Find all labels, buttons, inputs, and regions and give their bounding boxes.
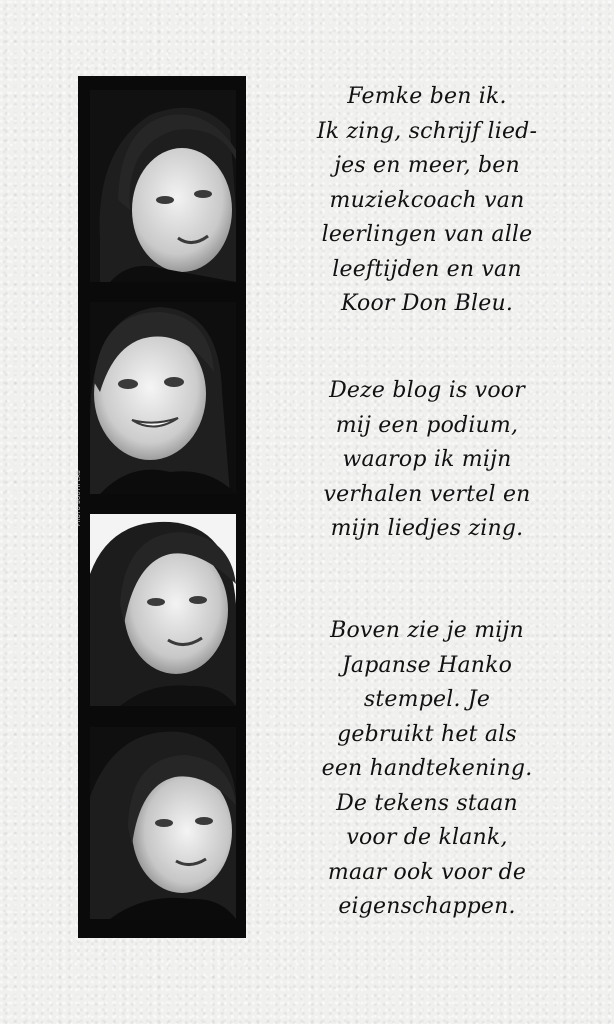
intro-paragraph: [292, 80, 562, 322]
portrait-photo-2: [90, 302, 236, 494]
text-line: gebruikt het als: [337, 721, 517, 747]
text-line: een handtekening.: [321, 756, 533, 781]
text-line: leerlingen van alle: [321, 222, 533, 247]
text-line: maar ook voor de: [327, 859, 527, 885]
portrait-photo-4: [90, 727, 236, 919]
portrait-photo-1: [90, 90, 236, 282]
text-line: stempel. Je: [363, 687, 491, 712]
hanko-paragraph: [292, 614, 562, 925]
text-line: Femke ben ik.: [347, 84, 507, 109]
text-line: leeftijden en van: [332, 256, 522, 282]
text-line: Ik zing, schrijf lied-: [316, 118, 538, 144]
text-line: Deze blog is voor: [329, 378, 525, 403]
photo-booth-strip: PHOTO BOOTH LAB: [78, 76, 246, 938]
text-line: verhalen vertel en: [323, 481, 531, 507]
text-line: Japanse Hanko: [341, 652, 513, 678]
text-line: Koor Don Bleu.: [340, 291, 514, 316]
blog-purpose-paragraph: [292, 374, 562, 547]
text-line: De tekens staan: [336, 790, 518, 816]
text-line: eigenschappen.: [338, 894, 516, 919]
portrait-photo-3: [90, 514, 236, 706]
text-line: Boven zie je mijn: [330, 618, 524, 643]
text-line: waarop ik mijn: [342, 447, 512, 472]
text-line: voor de klank,: [346, 825, 508, 850]
text-line: mij een podium,: [335, 412, 519, 438]
text-line: jes en meer, ben: [334, 153, 520, 178]
text-line: mijn liedjes zing.: [330, 516, 524, 541]
text-line: muziekcoach van: [329, 187, 525, 213]
